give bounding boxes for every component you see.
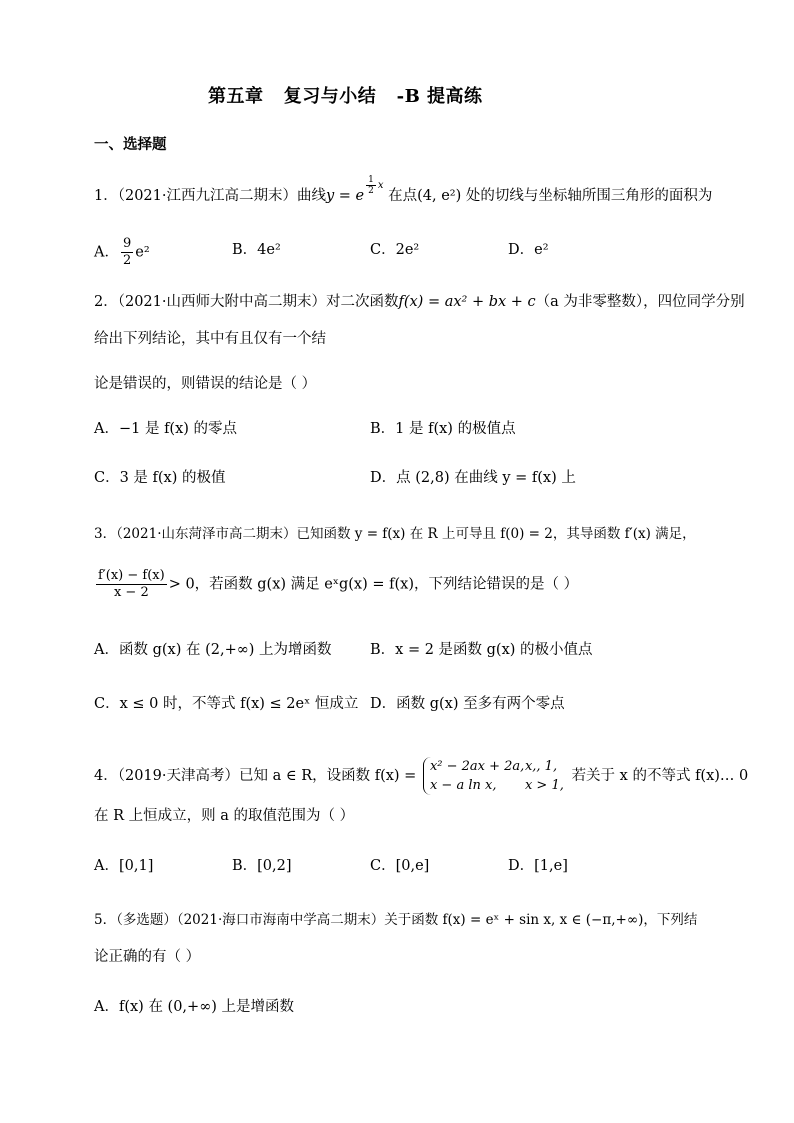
q3-option-c: C．x ≤ 0 时，不等式 f(x) ≤ 2eˣ 恒成立 (94, 696, 359, 712)
q1-option-c: C．2e² (370, 242, 420, 258)
q2-option-a: A．−1 是 f(x) 的零点 (94, 421, 238, 437)
q4-option-c: C．[0,e] (370, 858, 430, 874)
q3-option-b: B．x = 2 是函数 g(x) 的极小值点 (370, 642, 593, 658)
q4-piecewise: x² − 2ax + 2a, x,, 1, x − a ln x, x > 1, (423, 757, 567, 795)
q1-curve: y = e (326, 187, 365, 204)
q1-point: (4, e²) (417, 187, 462, 204)
q2-option-c: C．3 是 f(x) 的极值 (94, 470, 226, 486)
q4-option-d: D．[1,e] (508, 858, 568, 874)
question-3: 3．（2021·山东菏泽市高二期末）已知函数 y = f(x) 在 R 上可导且 f(0) = 2，其导函数 f′(x) 满足， (94, 526, 696, 542)
q2-line-2: 给出下列结论，其中有且仅有一个结 (94, 331, 326, 347)
q1-mid: 在点 (383, 187, 418, 204)
q3-option-d: D．函数 g(x) 至多有两个零点 (370, 696, 565, 712)
q3-option-a: A．函数 g(x) 在 (2,+∞) 上为增函数 (94, 642, 332, 658)
q5-line-2: 论正确的有（ ） (94, 949, 201, 965)
q4-line-2: 在 R 上恒成立，则 a 的取值范围为（ ） (94, 808, 355, 824)
q5-option-a: A．f(x) 在 (0,+∞) 上是增函数 (94, 999, 295, 1015)
q4-option-b: B．[0,2] (232, 858, 292, 874)
q1-exp-num: 1 (368, 175, 374, 185)
q2-option-d: D．点 (2,8) 在曲线 y = f(x) 上 (370, 470, 576, 486)
question-1 (94, 175, 713, 206)
q3-line-2: $\frac{f'(x) - f(x)}{x - 2}$ > 0，若函数 g(x) 满足 eˣg(x) = f(x)，下列结论错误的是（ ） (98, 568, 579, 600)
q1-exp-var: x (377, 180, 384, 191)
question-4: 4．（2019·天津高考）已知 a ∈ R，设函数 f(x) = x² − 2ax + 2a, x,, 1, x − a ln x, x > 1, 若关于 x 的不等式 f(x)… 0 (94, 759, 749, 793)
q4-option-a: A．[0,1] (94, 858, 154, 874)
q2-function: f(x) = ax² + bx + c (398, 294, 536, 310)
q2-line-3: 论是错误的，则错误的结论是（ ） (94, 376, 317, 392)
q3-frac-den: x − 2 (113, 585, 149, 600)
section-heading: 一、选择题 (94, 136, 167, 153)
q1-option-b: B．4e² (232, 242, 281, 258)
q1-prefix: 1．（2021·江西九江高二期末）曲线 (94, 187, 326, 204)
q1-option-d: D．e² (508, 242, 549, 258)
q3-frac-num: f′(x) − f(x) (98, 568, 165, 583)
q1-exp-den: 2 (368, 186, 374, 196)
question-5: 5．（多选题）（2021·海口市海南中学高二期末）关于函数 f(x) = eˣ + sin x, x ∈ (−π,+∞)，下列结 (94, 912, 698, 928)
q1-option-a: A． $\frac{9}{2}$ e² (94, 236, 150, 268)
page-title: 第五章 复习与小结 -B 提高练 (208, 86, 483, 107)
q2-option-b: B．1 是 f(x) 的极值点 (370, 421, 516, 437)
q1-suffix: 处的切线与坐标轴所围三角形的面积为 (461, 187, 713, 204)
question-2: 2．（2021·山西师大附中高二期末）对二次函数f(x) = ax² + bx + c（a 为非零整数），四位同学分别 (94, 294, 745, 310)
